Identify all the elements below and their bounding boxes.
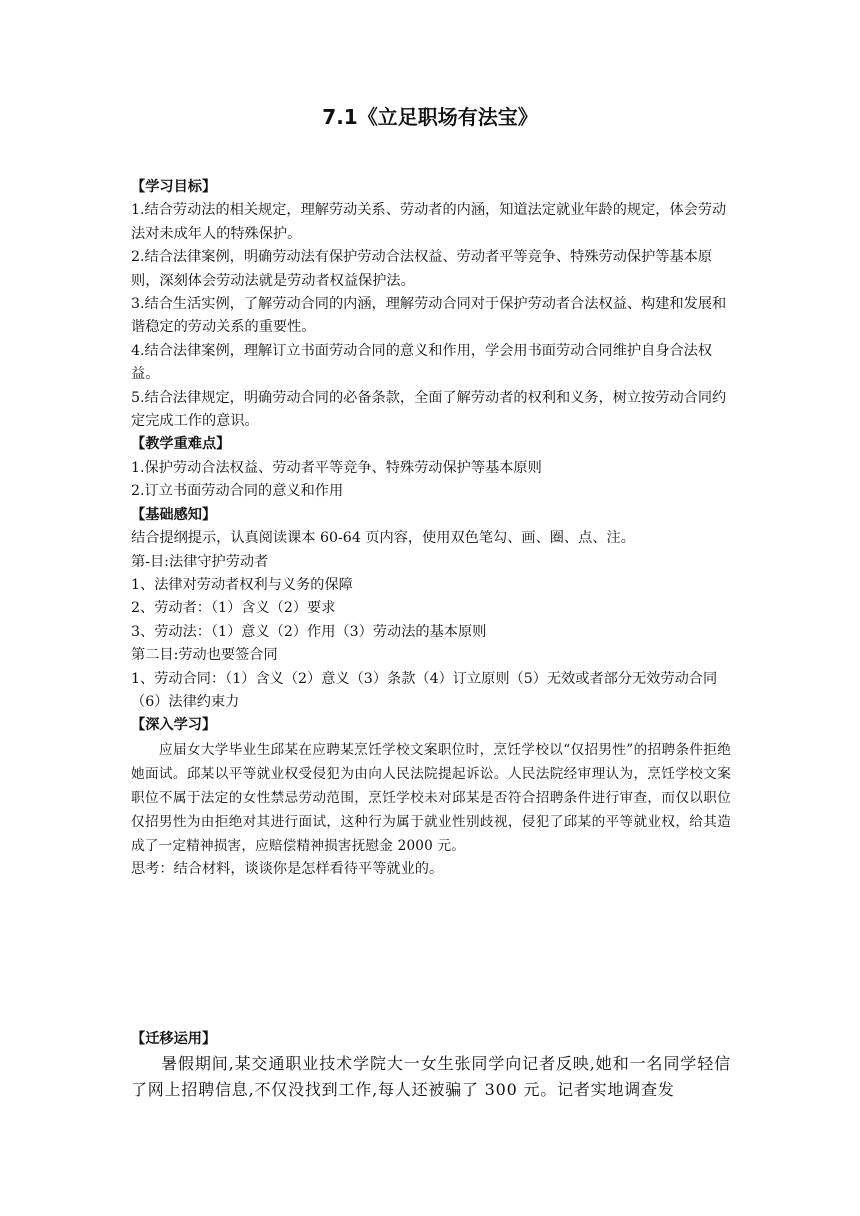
goal-item: 3.结合生活实例，了解劳动合同的内涵，理解劳动合同对于保护劳动者合法权益、构建和发展和谐稳定的劳动关系的重要性。	[131, 296, 727, 336]
transfer-section	[131, 1028, 731, 1103]
transfer-heading: 【迁移运用】	[131, 1031, 217, 1047]
key-point-item: 1.保护劳动合法权益、劳动者平等竞争、特殊劳动保护等基本原则	[131, 459, 542, 476]
basics-line: 1、法律对劳动者权利与义务的保障	[131, 576, 353, 593]
deep-heading: 【深入学习】	[131, 717, 217, 734]
main-content	[131, 176, 731, 881]
page-title: 7.1《立足职场有法宝》	[322, 105, 538, 129]
transfer-case-paragraph: 暑假期间,某交通职业技术学院大一女生张同学向记者反映,她和一名同学轻信了网上招聘信息,不仅没找到工作,每人还被骗了 300 元。记者实地调查发	[131, 1054, 731, 1100]
basics-line: 结合提纲提示，认真阅读课本 60-64 页内容，使用双色笔勾、画、圈、点、注。	[131, 530, 635, 547]
thinking-question: 思考：结合材料，谈谈你是怎样看待平等就业的。	[131, 860, 444, 877]
goals-heading: 【学习目标】	[131, 179, 217, 195]
key-point-item: 2.订立书面劳动合同的意义和作用	[131, 483, 344, 500]
basics-line: 3、劳动法：（1）意义（2）作用（3）劳动法的基本原则	[131, 623, 487, 640]
basics-line: 1、劳动合同：（1）含义（2）意义（3）条款（4）订立原则（5）无效或者部分无效劳动合同（6）法律约束力	[131, 670, 718, 710]
basics-line: 第二目:劳动也要签合同	[131, 647, 278, 664]
key-points-heading: 【教学重难点】	[131, 436, 231, 453]
basics-line: 2、劳动者：（1）含义（2）要求	[131, 600, 336, 617]
goal-item: 1.结合劳动法的相关规定，理解劳动关系、劳动者的内涵，知道法定就业年龄的规定，体会劳动法对未成年人的特殊保护。	[131, 202, 727, 242]
basics-heading: 【基础感知】	[131, 506, 217, 523]
goal-item: 5.结合法律规定，明确劳动合同的必备条款，全面了解劳动者的权利和义务，树立按劳动合同约定完成工作的意识。	[131, 389, 727, 430]
basics-line: 第-目:法律守护劳动者	[131, 553, 269, 570]
case-paragraph: 应届女大学毕业生邱某在应聘某烹饪学校文案职位时，烹饪学校以“仅招男性”的招聘条件拒绝她面试。邱某以平等就业权受侵犯为由向人民法院提起诉讼。人民法院经审理认为，烹饪学校文案职位不属于法定的女性禁忌劳动范围，烹饪学校未对邱某是否符合招聘条件进行审查，而仅以职位仅招男性为由拒绝对其进行面试，这种行为属于就业性别歧视，侵犯了邱某的平等就业权，给其造成了一定精神损害，应赔偿精神损害抚慰金 2000 元。	[131, 741, 731, 854]
goal-item: 4.结合法律案例，理解订立书面劳动合同的意义和作用，学会用书面劳动合同维护自身合法权益。	[131, 342, 713, 383]
goal-item: 2.结合法律案例，明确劳动法有保护劳动合法权益、劳动者平等竞争、特殊劳动保护等基本原则，深刻体会劳动法就是劳动者权益保护法。	[131, 249, 713, 289]
